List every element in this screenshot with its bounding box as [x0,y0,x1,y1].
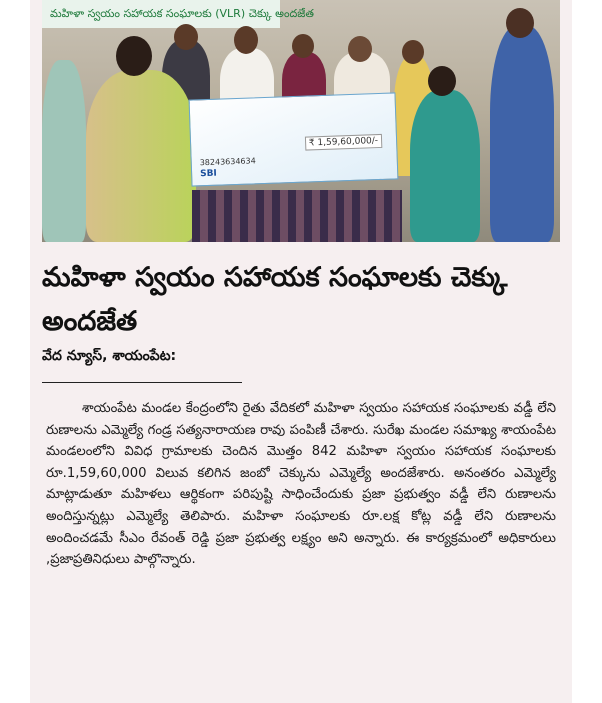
person [490,26,554,242]
jumbo-cheque [189,92,399,186]
byline-divider [42,382,242,383]
article-body: శాయంపేట మండల కేంద్రంలోని రైతు వేదికలో మహిళా స్వయం సహాయక సంఘాలకు వడ్డీ లేని రుణాలను ఎమ్మెల్యే గండ్ర సత్యనారాయణ రావు పంపిణీ చేశారు. సురేఖ మండల సమాఖ్య శాయంపేట మండలంలోని వివిధ గ్రామాలకు చెందిన మొత్తం 842 మహిళా స్వయం సహాయక సంఘాలకు రూ.1,59,60,000 విలువ కలిగిన జంబో చెక్కును ఎమ్మెల్యే అందజేశారు. అనంతరం ఎమ్మెల్యే మాట్లాడుతూ మహిళలు ఆర్థికంగా పరిపుష్టి సాధించేందుకు ప్రజా ప్రభుత్వం వడ్డీ లేని రుణాలను అందిస్తున్నట్లు ఎమ్మెల్యే తెలిపారు. మహిళా సంఘాలకు రూ.లక్ష కోట్ల వడ్డీ లేని రుణాలను అందించడమే సీఎం రేవంత్ రెడ్డి ప్రజా ప్రభుత్వ లక్ష్యం అని అన్నారు. ఈ కార్యక్రమంలో అధికారులు ,ప్రజాప్రతినిధులు పాల్గొన్నారు. [46,401,556,568]
person-head [116,36,152,76]
person-head [348,36,372,62]
news-clipping [30,0,572,703]
cheque-account: 38243634634 [199,156,256,168]
event-photo [42,0,560,242]
stage-banner: మహిళా స్వయం సహాయక సంఘాలకు (VLR) చెక్కు అందజేత [42,0,280,28]
person-head [402,40,424,64]
cheque-bank-logo: SBI [199,168,218,180]
person [42,60,86,242]
cheque-amount: ₹ 1,59,60,000/- [305,134,383,151]
person-head [174,24,198,50]
person [86,70,196,242]
person-head [234,26,258,54]
person-head [428,66,456,96]
headline: మహిళా స్వయం సహాయక సంఘాలకు చెక్కు అందజేత [42,262,508,337]
table-cloth [192,190,402,242]
byline: వేద న్యూస్, శాయంపేట: [42,348,177,364]
person-head [292,34,314,58]
person-head [506,8,534,38]
person [410,90,480,242]
